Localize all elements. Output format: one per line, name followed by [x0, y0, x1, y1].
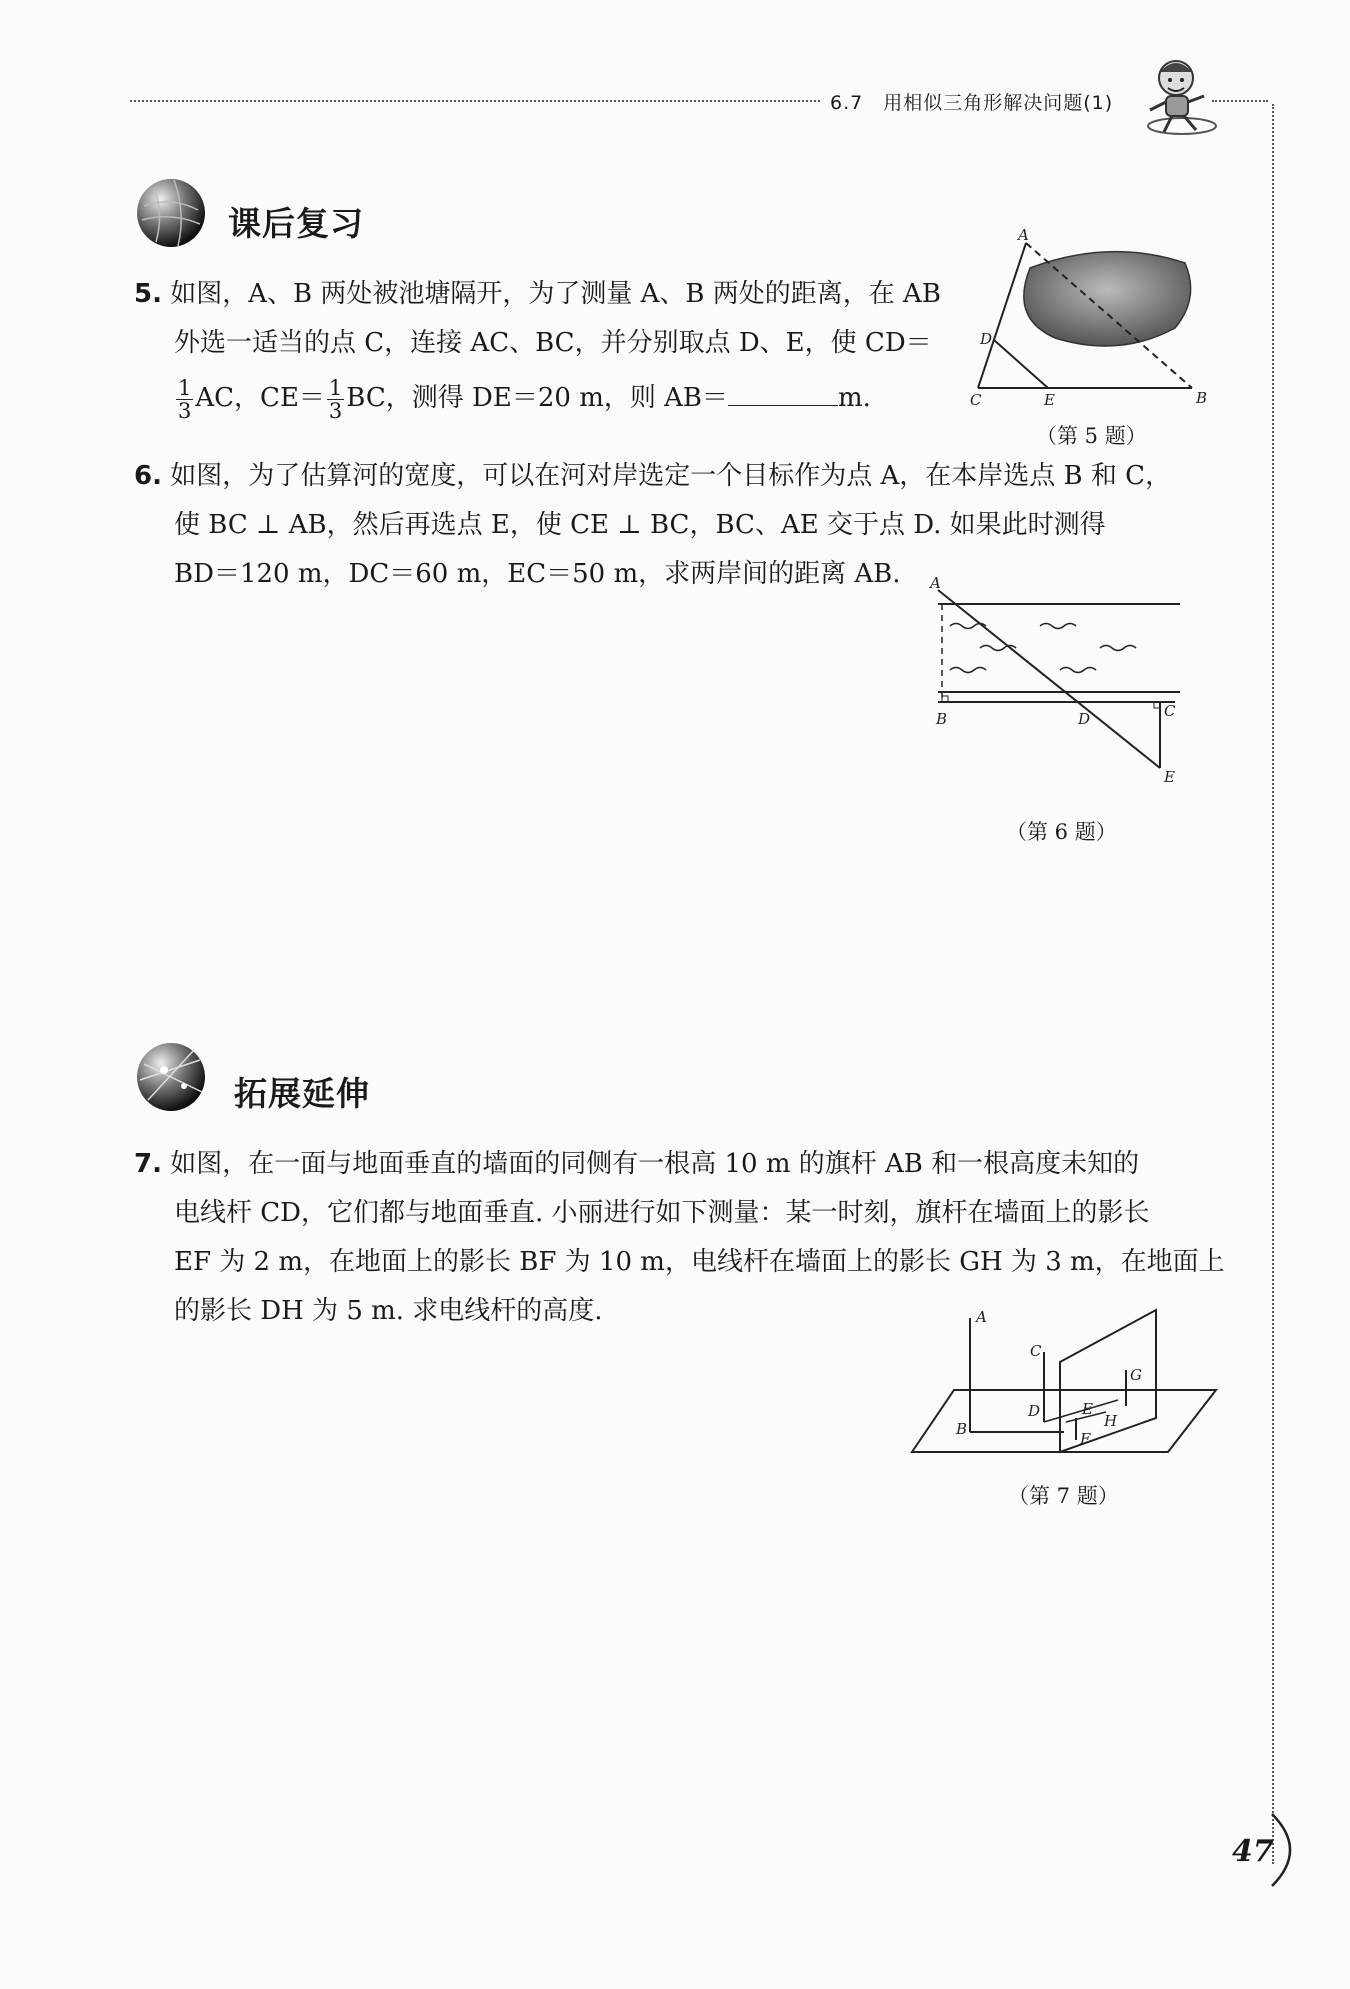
svg-text:A: A: [1018, 228, 1029, 244]
svg-text:C: C: [1164, 702, 1176, 720]
svg-text:E: E: [1082, 1400, 1093, 1418]
fraction: $\frac{1}{3}$: [328, 375, 343, 423]
svg-text:B: B: [956, 1420, 968, 1438]
sphere-icon: [134, 176, 208, 250]
figure-6-caption: （第 6 题）: [1006, 820, 1117, 844]
svg-text:D: D: [1078, 710, 1091, 728]
question-text: $\frac{1}{3}$ AC，CE＝ $\frac{1}{3}$ BC，测得 DE＝20 m，则 AB＝ m.: [178, 375, 871, 423]
svg-text:D: D: [980, 330, 993, 348]
svg-text:G: G: [1130, 1366, 1142, 1384]
svg-text:C: C: [970, 391, 982, 409]
question-5: [134, 270, 954, 423]
svg-text:A: A: [930, 574, 941, 592]
header-rule-left: [130, 100, 820, 102]
question-text: 如图，为了估算河的宽度，可以在河对岸选定一个目标作为点 A，在本岸选点 B 和 C，: [170, 461, 1172, 491]
answer-blank: [728, 379, 838, 406]
fraction: $\frac{1}{3}$: [178, 375, 192, 423]
question-number: 7.: [134, 1149, 162, 1179]
svg-text:B: B: [936, 710, 948, 728]
cartoon-boy-icon: [1140, 52, 1220, 142]
section-title-extension: 拓展延伸: [234, 1074, 370, 1113]
svg-text:E: E: [1044, 391, 1055, 409]
question-text: 如图，在一面与地面垂直的墙面的同侧有一根高 10 m 的旗杆 AB 和一根高度未知的: [170, 1149, 1140, 1179]
question-number: 5.: [134, 279, 162, 309]
svg-text:H: H: [1104, 1412, 1118, 1430]
figure-5-pond: [960, 228, 1210, 418]
svg-text:A: A: [976, 1308, 987, 1326]
question-text: 电线杆 CD，它们都与地面垂直. 小丽进行如下测量：某一时刻，旗杆在墙面上的影长: [174, 1198, 1150, 1228]
question-text: BD＝120 m，DC＝60 m，EC＝50 m，求两岸间的距离 AB.: [174, 559, 901, 589]
margin-rule: [1272, 104, 1274, 1864]
svg-text:D: D: [1028, 1402, 1041, 1420]
header-rule-right: [1212, 100, 1268, 102]
svg-text:C: C: [1030, 1342, 1042, 1360]
figure-7-caption: （第 7 题）: [1008, 1484, 1119, 1508]
figure-6-river: [920, 568, 1190, 793]
chapter-title: 6.7 用相似三角形解决问题(1): [830, 92, 1114, 114]
svg-text:E: E: [1164, 768, 1175, 786]
section-title-review: 课后复习: [228, 204, 364, 243]
question-text: 使 BC ⊥ AB，然后再选点 E，使 CE ⊥ BC，BC、AE 交于点 D. 如果此时测得: [174, 510, 1106, 540]
svg-text:B: B: [1196, 389, 1208, 407]
question-text: 如图，A、B 两处被池塘隔开，为了测量 A、B 两处的距离，在 AB: [170, 279, 941, 309]
figure-7-flagpole: [906, 1300, 1226, 1470]
figure-5-caption: （第 5 题）: [1036, 424, 1147, 448]
question-text: EF 为 2 m，在地面上的影长 BF 为 10 m，电线杆在墙面上的影长 GH 为 3 m，在地面上: [174, 1247, 1225, 1277]
question-text: 的影长 DH 为 5 m. 求电线杆的高度.: [174, 1296, 603, 1326]
question-text: 外选一适当的点 C，连接 AC、BC，并分别取点 D、E，使 CD＝: [174, 328, 932, 358]
page-number: 47: [1232, 1834, 1274, 1869]
question-number: 6.: [134, 461, 162, 491]
sphere-icon: [134, 1040, 208, 1114]
svg-text:F: F: [1080, 1430, 1091, 1448]
